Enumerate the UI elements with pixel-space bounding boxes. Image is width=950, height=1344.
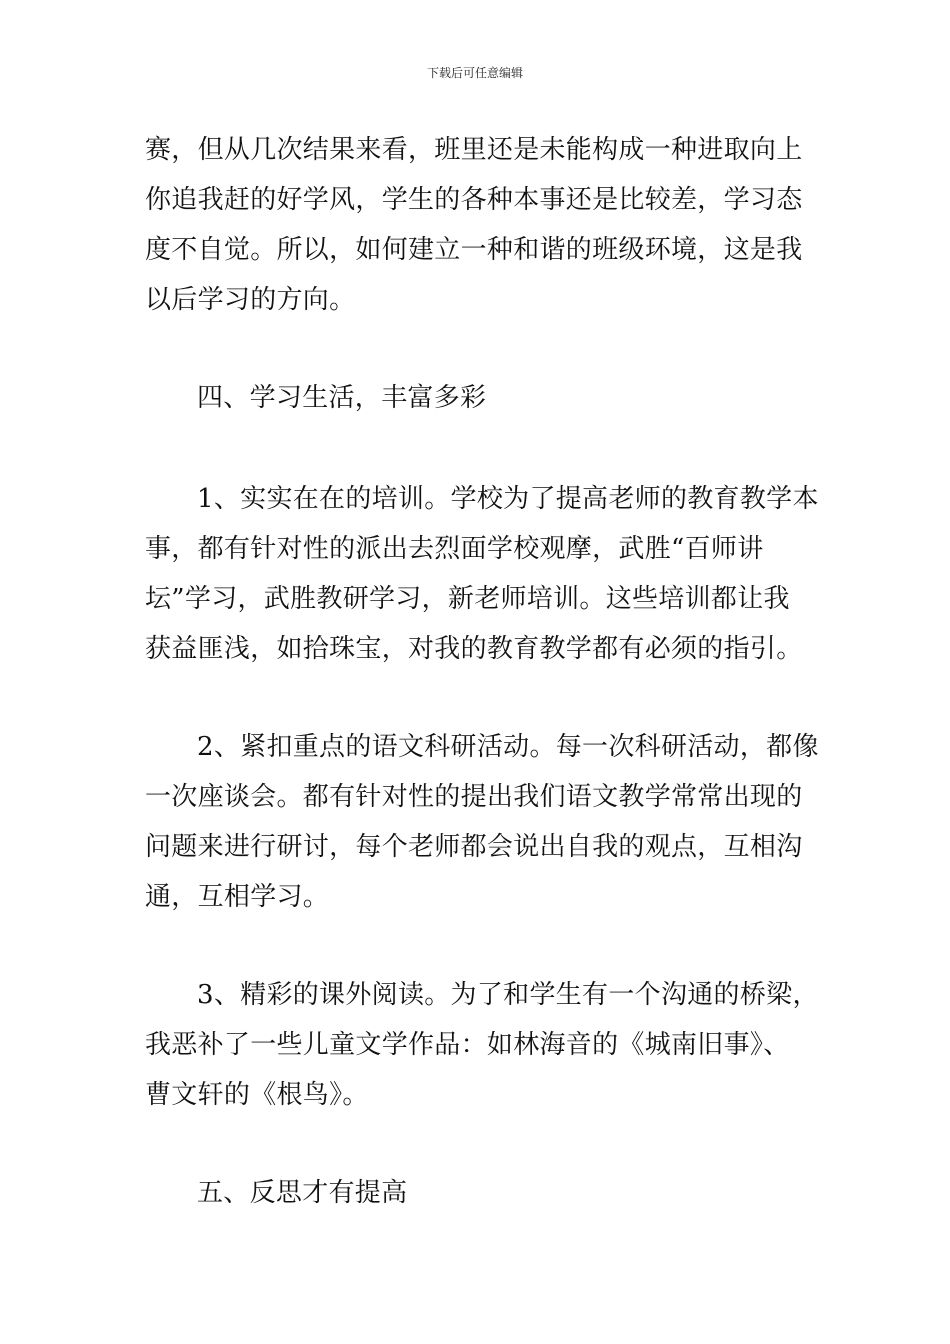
- text-line: 2、紧扣重点的语文科研活动。每一次科研活动，都像: [197, 732, 819, 762]
- section-heading-5: 五、反思才有提高: [197, 1178, 408, 1208]
- text-line: 获益匪浅，如拾珠宝，对我的教育教学都有必须的指引。: [145, 634, 803, 664]
- text-line: 3、精彩的课外阅读。为了和学生有一个沟通的桥梁，: [197, 980, 819, 1010]
- text-line: 一次座谈会。都有针对性的提出我们语文教学常常出现的: [145, 782, 803, 812]
- text-line: 坛”学习，武胜教研学习，新老师培训。这些培训都让我: [145, 584, 790, 614]
- text-line: 赛，但从几次结果来看，班里还是未能构成一种进取向上: [145, 135, 803, 165]
- text-line: 事，都有针对性的派出去烈面学校观摩，武胜“百师讲: [145, 534, 764, 564]
- text-line: 我恶补了一些儿童文学作品：如林海音的《城南旧事》、: [145, 1030, 790, 1060]
- section-heading-4: 四、学习生活，丰富多彩: [197, 383, 487, 413]
- text-line: 度不自觉。所以，如何建立一种和谐的班级环境，这是我: [145, 235, 803, 265]
- text-line: 曹文轩的《根鸟》。: [145, 1080, 369, 1110]
- page-header: 下载后可任意编辑: [426, 66, 523, 80]
- text-line: 你追我赶的好学风，学生的各种本事还是比较差，学习态: [145, 185, 803, 215]
- text-line: 问题来进行研讨，每个老师都会说出自我的观点，互相沟: [145, 832, 803, 862]
- text-line: 通，互相学习。: [145, 882, 330, 912]
- text-line: 1、实实在在的培训。学校为了提高老师的教育教学本: [197, 484, 819, 514]
- text-line: 以后学习的方向。: [145, 285, 356, 315]
